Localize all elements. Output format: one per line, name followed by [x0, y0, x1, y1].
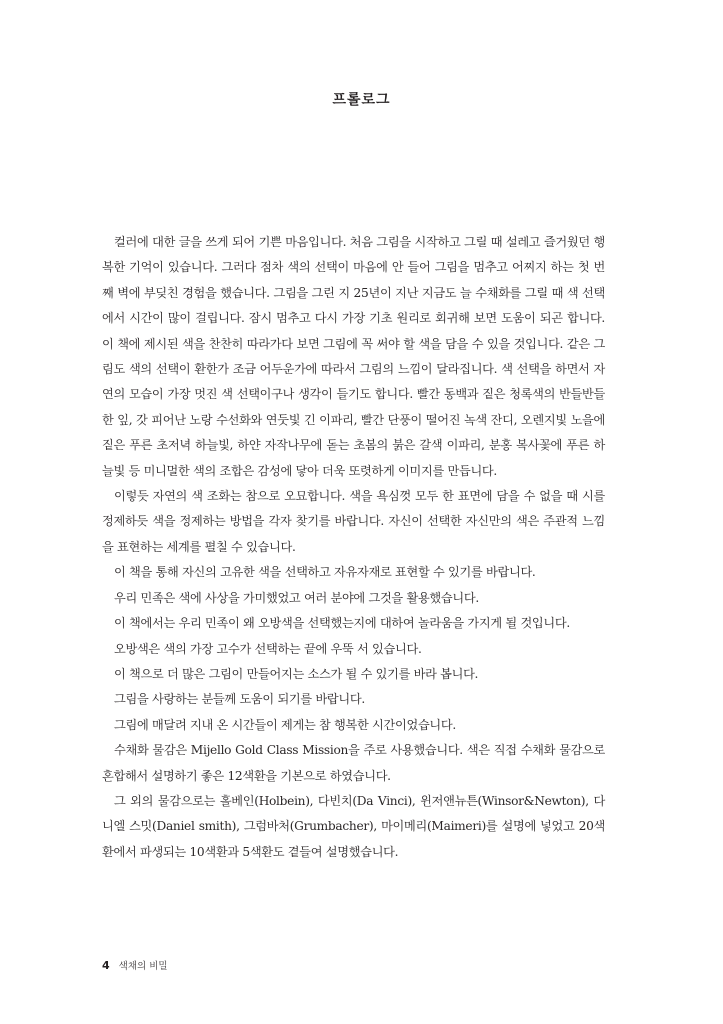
paragraph: 이 책에서는 우리 민족이 왜 오방색을 선택했는지에 대하여 놀라움을 가지게 될 것입니다.: [114, 616, 570, 631]
paragraph: 컬러에 대한 글을 쓰게 되어 기쁜 마음입니다. 처음 그림을 시작하고 그릴 때 설레고 즐거웠던 행복한 기억이 있습니다. 그러다 점차 색의 선택이 마음에 안 들어 그림을 멈추고 어찌지 하는 첫 번째 벽에 부딪친 경험을 했습니다. 그림을 그린 지 25년이 지난 지금도 늘 수채화를 그릴 때 색 선택에서 시간이 많이 걸립니다. 잠시 멈추고 다시 가장 기초 원리로 회귀해 보면 도움이 되곤 합니다. 이 책에 제시된 색을 찬찬히 따라가다 보면 그림에 꼭 써야 할 색을 담을 수 있을 것입니다. 같은 그림도 색의 선택이 환한가 조금 어두운가에 따라서 그림의 느낌이 달라집니다. 색 선택을 하면서 자연의 모습이 가장 멋진 색 선택이구나 생각이 들기도 합니다. 빨간 동백과 짙은 청록색의 반들반들한 잎, 갓 피어난 노랑 수선화와 연둣빛 긴 이파리, 빨간 단풍이 떨어진 녹색 잔디, 오렌지빛 노을에 짙은 푸른 초저녁 하늘빛, 하얀 자작나무에 돋는 초봄의 붉은 갈색 이파리, 분홍 복사꽃에 푸른 하늘빛 등 미니멀한 색의 조합은 감성에 닿아 더욱 또렷하게 이미지를 만듭니다.: [102, 235, 605, 478]
paragraph: 우리 민족은 색에 사상을 가미했었고 여러 분야에 그것을 활용했습니다.: [114, 590, 479, 605]
paragraph: 이 책을 통해 자신의 고유한 색을 선택하고 자유자재로 표현할 수 있기를 바랍니다.: [114, 565, 536, 580]
prologue-body: [102, 230, 605, 865]
page-footer: [102, 958, 168, 972]
paragraph: 오방색은 색의 가장 고수가 선택하는 끝에 우뚝 서 있습니다.: [114, 641, 422, 656]
paragraph: 그 외의 물감으로는 홀베인(Holbein), 다빈치(Da Vinci), 윈저앤뉴튼(Winsor&Newton), 다니엘 스밋(Daniel smith), 그럼바처(Grumbacher), 마이메리(Maimeri)를 설명에 넣었고 20색환에서 파생되는 10색환과 5색환도 곁들여 설명했습니다.: [102, 793, 605, 859]
paragraph: 수채화 물감은 Mijello Gold Class Mission을 주로 사용했습니다. 색은 직접 수채화 물감으로 혼합해서 설명하기 좋은 12색환을 기본으로 하였습니다.: [102, 743, 605, 783]
running-title: 색채의 비밀: [118, 961, 168, 972]
paragraph: 그림을 사랑하는 분들께 도움이 되기를 바랍니다.: [114, 692, 365, 707]
paragraph: 이렇듯 자연의 색 조화는 참으로 오묘합니다. 색을 욕심껏 모두 한 표면에 담을 수 없을 때 시를 정제하듯 색을 정제하는 방법을 각자 찾기를 바랍니다. 자신이 선택한 자신만의 색은 주관적 느낌을 표현하는 세계를 펼칠 수 있습니다.: [102, 489, 605, 554]
paragraph: 그림에 매달려 지내 온 시간들이 제게는 참 행복한 시간이었습니다.: [114, 717, 456, 732]
page-title: 프롤로그: [332, 92, 391, 109]
paragraph: 이 책으로 더 많은 그림이 만들어지는 소스가 될 수 있기를 바라 봅니다.: [114, 666, 479, 681]
page-number: 4: [102, 959, 110, 972]
